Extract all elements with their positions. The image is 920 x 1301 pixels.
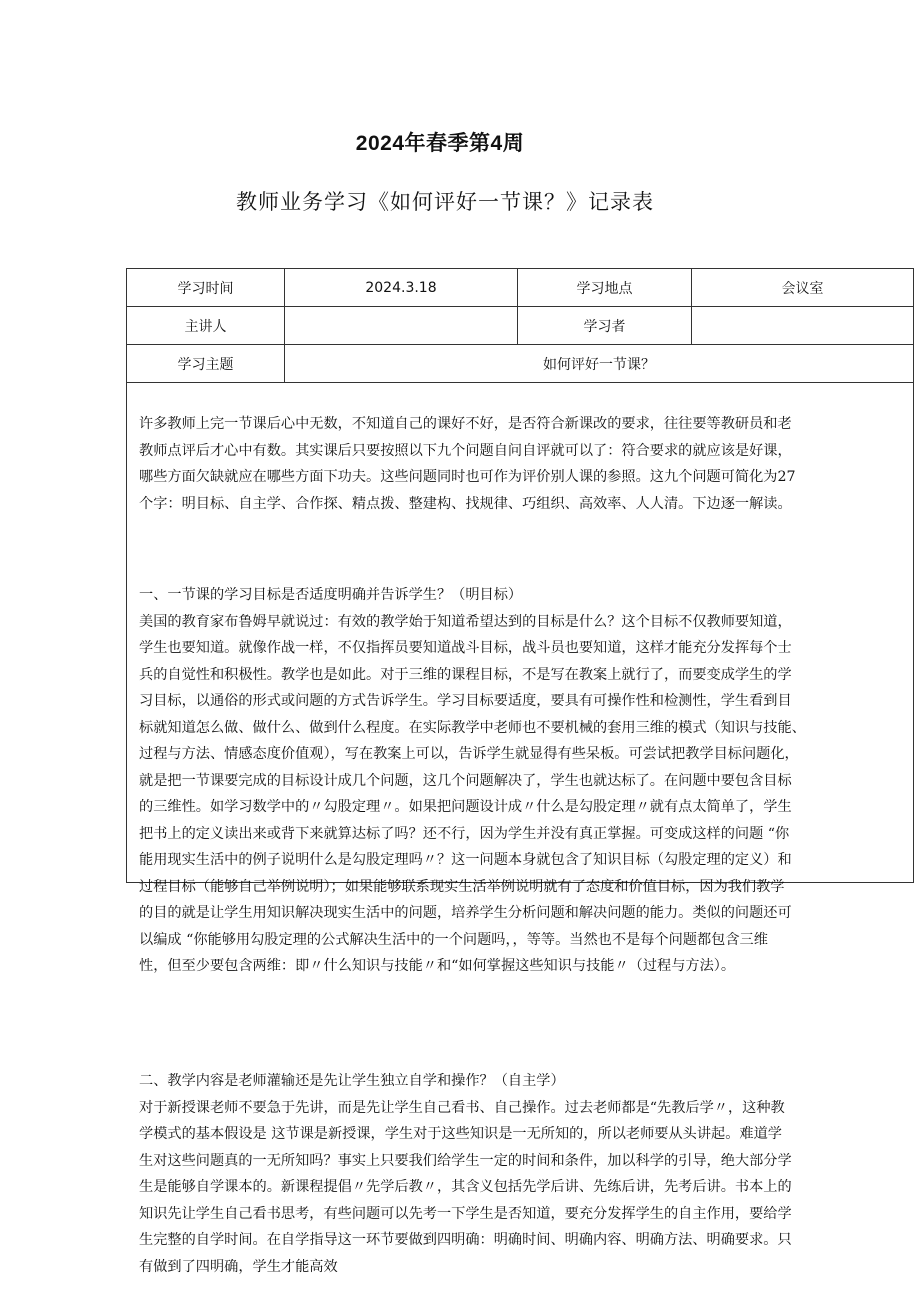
- section-2-line: 有做到了四明确，学生才能高效: [139, 1258, 338, 1275]
- info-row-topic: [127, 345, 914, 383]
- intro-line: 哪些方面欠缺就应在哪些方面下功夫。这些问题同时也可作为评价别人课的参照。这九个问题可简化为27: [139, 469, 796, 485]
- place-value: 会议室: [692, 269, 914, 307]
- section-1-line: 的目的就是让学生用知识解决现实生活中的问题，培养学生分析问题和解决问题的能力。类似的问题还可: [139, 905, 792, 921]
- section-2-line: 学模式的基本假设是 这节课是新授课，学生对于这些知识是一无所知的，所以老师要从头讲起。难道学: [139, 1126, 782, 1142]
- page-title-record: 教师业务学习《如何评好一节课？》记录表: [236, 190, 654, 214]
- section-2-line: 对于新授课老师不要急于先讲，而是先让学生自己看书、自己操作。过去老师都是“先教后学〃，这种教: [139, 1099, 785, 1116]
- section-1-line: 过程与方法、情感态度价值观），写在教案上可以，告诉学生就显得有些呆板。可尝试把教学目标问题化，: [139, 746, 799, 762]
- info-table: [126, 268, 914, 383]
- section-2-line: 生完整的自学时间。在自学指导这一环节要做到四明确：明确时间、明确内容、明确方法、明确要求。只: [139, 1232, 792, 1248]
- topic-value: 如何评好一节课？: [285, 345, 914, 383]
- section-1-line: 习目标，以通俗的形式或问题的方式告诉学生。学习目标要适度，要具有可操作性和检测性，学生看到目: [139, 693, 792, 709]
- time-value: 2024.3.18: [285, 269, 518, 307]
- section-1-line: 兵的自觉性和积极性。教学也是如此。对于三维的课程目标，不是写在教案上就行了，而要变成学生的学: [139, 666, 792, 683]
- section-2-line: 生是能够自学课本的。新课程提倡〃先学后教〃，其含义包括先学后讲、先练后讲，先考后讲。书本上的: [139, 1179, 792, 1195]
- section-1-line: 把书上的定义读出来或背下来就算达标了吗？还不行，因为学生并没有真正掌握。可变成这样的问题 “你: [139, 825, 790, 842]
- section-1-line: 以编成 “你能够用勾股定理的公式解决生活中的一个问题吗，，等等。当然也不是每个问题都包含三维: [139, 931, 768, 948]
- intro-line: 个字：明目标、自主学、合作探、精点拨、整建构、找规律、巧组织、高效率、人人清。下边逐一解读。: [139, 495, 792, 512]
- section-1-line: 美国的教育家布鲁姆早就说过：有效的教学始于知道希望达到的目标是什么？这个目标不仅教师要知道，: [139, 613, 792, 630]
- section-1-line: 能用现实生活中的例子说明什么是勾股定理吗〃？这一问题本身就包含了知识目标（勾股定理的定义）和: [139, 852, 792, 868]
- speaker-value: [285, 307, 518, 345]
- info-row-time: [127, 269, 914, 307]
- section-1-heading: 一、一节课的学习目标是否适度明确并告诉学生？（明目标）: [139, 587, 523, 603]
- page-title-week: 2024年春季第4周: [355, 132, 525, 155]
- section-1-line: 标就知道怎么做、做什么、做到什么程度。在实际教学中老师也不要机械的套用三维的模式（知识与技能、: [139, 719, 806, 736]
- place-label: 学习地点: [518, 269, 692, 307]
- section-2-line: 生对这些问题真的一无所知吗？事实上只要我们给学生一定的时间和条件，加以科学的引导，绝大部分学: [139, 1152, 792, 1169]
- intro-paragraph: [139, 411, 915, 517]
- section-1-line: 学生也要知道。就像作战一样，不仅指挥员要知道战斗目标，战斗员也要知道，这样才能充分发挥每个士: [139, 640, 792, 656]
- speaker-label: 主讲人: [127, 307, 285, 345]
- intro-line: 许多教师上完一节课后心中无数，不知道自己的课好不好，是否符合新课改的要求，往往要等教研员和老: [139, 416, 792, 432]
- section-1-line: 就是把一节课要完成的目标设计成几个问题，这几个问题解决了，学生也就达标了。在问题中要包含目标: [139, 772, 792, 789]
- topic-label: 学习主题: [127, 345, 285, 383]
- section-1-line: 过程目标（能够自己举例说明）；如果能够联系现实生活举例说明就有了态度和价值目标，因为我们教学: [139, 878, 785, 895]
- section-2-line: 知识先让学生自己看书思考，有些问题可以先考一下学生是否知道，要充分发挥学生的自主作用，要给学: [139, 1205, 792, 1222]
- section-2-heading: 二、教学内容是老师灌输还是先让学生独立自学和操作？（自主学）: [139, 1073, 565, 1089]
- section-1-line: 的三维性。如学习数学中的〃勾股定理〃。如果把问题设计成〃什么是勾股定理〃就有点太简单了，学生: [139, 799, 792, 815]
- learner-label: 学习者: [518, 307, 692, 345]
- section-2: [139, 1068, 915, 1280]
- time-label: 学习时间: [127, 269, 285, 307]
- learner-value: [692, 307, 914, 345]
- section-1: [139, 582, 915, 980]
- section-1-line: 性，但至少要包含两维：即〃什么知识与技能〃和“如何掌握这些知识与技能〃（过程与方法）。: [139, 958, 736, 974]
- intro-line: 教师点评后才心中有数。其实课后只要按照以下九个问题自问自评就可以了：符合要求的就应该是好课，: [139, 442, 792, 459]
- info-row-people: [127, 307, 914, 345]
